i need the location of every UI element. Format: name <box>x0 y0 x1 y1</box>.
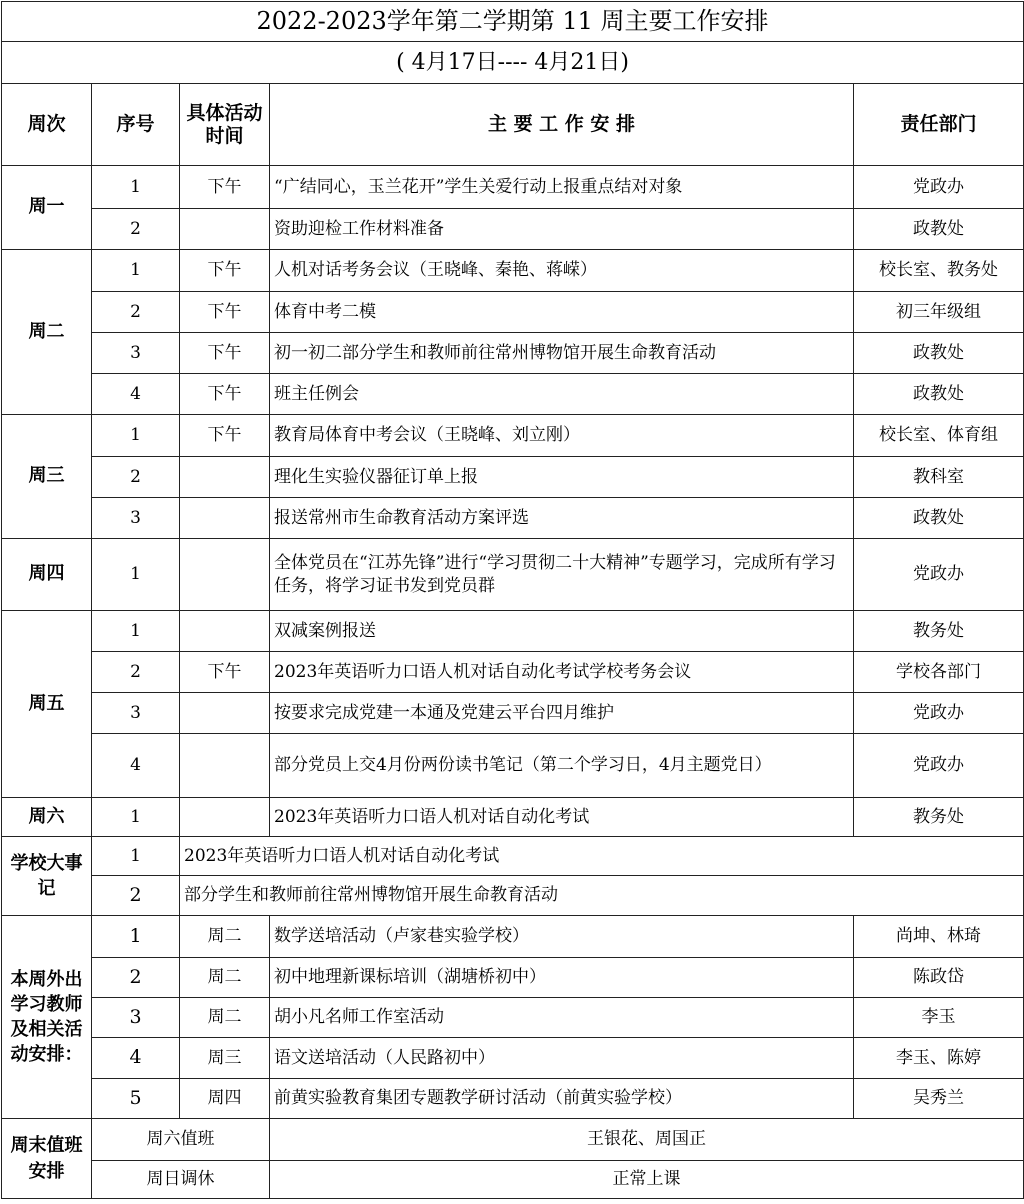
header-content: 主 要 工 作 安 排 <box>270 84 854 166</box>
table-row <box>2 1119 1024 1161</box>
table-row <box>2 250 1024 292</box>
header-seq: 序号 <box>92 84 180 166</box>
dept-cell: 李玉、陈婷 <box>854 1038 1024 1079</box>
content-cell: 胡小凡名师工作室活动 <box>270 998 854 1038</box>
table-row <box>2 1161 1024 1199</box>
time-cell: 周二 <box>180 916 270 958</box>
time-cell: 周三 <box>180 1038 270 1079</box>
seq-cell: 1 <box>92 611 180 652</box>
dept-cell: 党政办 <box>854 539 1024 611</box>
time-cell: 周四 <box>180 1079 270 1119</box>
dept-cell: 吴秀兰 <box>854 1079 1024 1119</box>
time-cell: 下午 <box>180 250 270 292</box>
time-cell: 下午 <box>180 374 270 415</box>
duty-value-cell: 正常上课 <box>270 1161 1024 1199</box>
table-row <box>2 798 1024 837</box>
content-cell: 部分党员上交4月份两份读书笔记（第二个学习日，4月主题党日） <box>270 734 854 798</box>
duty-label: 周末值班安排 <box>2 1119 92 1199</box>
header-dept: 责任部门 <box>854 84 1024 166</box>
dept-cell: 党政办 <box>854 734 1024 798</box>
seq-cell: 2 <box>92 209 180 250</box>
dept-cell: 李玉 <box>854 998 1024 1038</box>
seq-cell: 3 <box>92 693 180 734</box>
content-cell: 报送常州市生命教育活动方案评选 <box>270 498 854 539</box>
seq-cell: 2 <box>92 292 180 333</box>
seq-cell: 1 <box>92 916 180 958</box>
table-row <box>2 876 1024 916</box>
header-week: 周次 <box>2 84 92 166</box>
content-cell: 数学送培活动（卢家巷实验学校） <box>270 916 854 958</box>
seq-cell: 1 <box>92 415 180 457</box>
time-cell <box>180 734 270 798</box>
time-cell <box>180 498 270 539</box>
table-row <box>2 333 1024 374</box>
page-title: 2022-2023学年第二学期第 11 周主要工作安排 <box>2 2 1024 42</box>
time-cell <box>180 539 270 611</box>
duty-name-cell: 周六值班 <box>92 1119 270 1161</box>
dept-cell: 学校各部门 <box>854 652 1024 693</box>
day-label-wed: 周三 <box>2 415 92 539</box>
dept-cell: 校长室、教务处 <box>854 250 1024 292</box>
content-cell: 体育中考二模 <box>270 292 854 333</box>
seq-cell: 2 <box>92 457 180 498</box>
dept-cell: 政教处 <box>854 209 1024 250</box>
day-label-fri: 周五 <box>2 611 92 798</box>
duty-value-cell: 王银花、周国正 <box>270 1119 1024 1161</box>
dept-cell: 党政办 <box>854 166 1024 209</box>
table-row <box>2 837 1024 876</box>
day-label-thu: 周四 <box>2 539 92 611</box>
dept-cell: 陈政岱 <box>854 958 1024 998</box>
time-cell: 下午 <box>180 292 270 333</box>
event-content-cell: 部分学生和教师前往常州博物馆开展生命教育活动 <box>180 876 1024 916</box>
time-cell <box>180 457 270 498</box>
dept-cell: 教科室 <box>854 457 1024 498</box>
time-cell: 下午 <box>180 652 270 693</box>
table-row <box>2 734 1024 798</box>
seq-cell: 2 <box>92 876 180 916</box>
time-cell <box>180 693 270 734</box>
seq-cell: 1 <box>92 166 180 209</box>
time-cell: 周二 <box>180 958 270 998</box>
table-row <box>2 958 1024 998</box>
content-cell: 教育局体育中考会议（王晓峰、刘立刚） <box>270 415 854 457</box>
content-cell: 理化生实验仪器征订单上报 <box>270 457 854 498</box>
time-cell <box>180 798 270 837</box>
outing-label: 本周外出学习教师及相关活动安排： <box>2 916 92 1119</box>
day-label-sat: 周六 <box>2 798 92 837</box>
time-cell: 下午 <box>180 333 270 374</box>
time-cell <box>180 611 270 652</box>
events-label: 学校大事记 <box>2 837 92 916</box>
dept-cell: 政教处 <box>854 374 1024 415</box>
content-cell: 语文送培活动（人民路初中） <box>270 1038 854 1079</box>
schedule-table <box>1 1 1024 1199</box>
time-cell: 下午 <box>180 415 270 457</box>
content-cell: 资助迎检工作材料准备 <box>270 209 854 250</box>
seq-cell: 3 <box>92 998 180 1038</box>
table-row <box>2 998 1024 1038</box>
table-row <box>2 1038 1024 1079</box>
table-row <box>2 693 1024 734</box>
table-row <box>2 209 1024 250</box>
seq-cell: 3 <box>92 498 180 539</box>
dept-cell: 教务处 <box>854 798 1024 837</box>
seq-cell: 1 <box>92 798 180 837</box>
event-content-cell: 2023年英语听力口语人机对话自动化考试 <box>180 837 1024 876</box>
seq-cell: 5 <box>92 1079 180 1119</box>
duty-name-cell: 周日调休 <box>92 1161 270 1199</box>
seq-cell: 1 <box>92 837 180 876</box>
seq-cell: 4 <box>92 374 180 415</box>
table-row <box>2 292 1024 333</box>
content-cell: 双减案例报送 <box>270 611 854 652</box>
time-cell <box>180 209 270 250</box>
dept-cell: 校长室、体育组 <box>854 415 1024 457</box>
table-row <box>2 611 1024 652</box>
seq-cell: 4 <box>92 734 180 798</box>
table-row <box>2 457 1024 498</box>
content-cell: 全体党员在“江苏先锋”进行“学习贯彻二十大精神”专题学习，完成所有学习任务，将学习证书发到党员群 <box>270 539 854 611</box>
seq-cell: 1 <box>92 250 180 292</box>
table-row <box>2 1079 1024 1119</box>
seq-cell: 3 <box>92 333 180 374</box>
content-cell: 班主任例会 <box>270 374 854 415</box>
table-row <box>2 166 1024 209</box>
time-cell: 下午 <box>180 166 270 209</box>
table-row <box>2 916 1024 958</box>
table-row <box>2 374 1024 415</box>
header-time: 具体活动时间 <box>180 84 270 166</box>
table-row <box>2 652 1024 693</box>
table-row <box>2 415 1024 457</box>
day-label-tue: 周二 <box>2 250 92 415</box>
dept-cell: 教务处 <box>854 611 1024 652</box>
dept-cell: 政教处 <box>854 333 1024 374</box>
seq-cell: 2 <box>92 958 180 998</box>
seq-cell: 1 <box>92 539 180 611</box>
time-cell: 周二 <box>180 998 270 1038</box>
dept-cell: 初三年级组 <box>854 292 1024 333</box>
seq-cell: 4 <box>92 1038 180 1079</box>
content-cell: 2023年英语听力口语人机对话自动化考试 <box>270 798 854 837</box>
dept-cell: 尚坤、林琦 <box>854 916 1024 958</box>
content-cell: 按要求完成党建一本通及党建云平台四月维护 <box>270 693 854 734</box>
day-label-mon: 周一 <box>2 166 92 250</box>
content-cell: 初中地理新课标培训（湖塘桥初中） <box>270 958 854 998</box>
content-cell: 人机对话考务会议（王晓峰、秦艳、蒋嵘） <box>270 250 854 292</box>
dept-cell: 党政办 <box>854 693 1024 734</box>
table-row <box>2 498 1024 539</box>
content-cell: 初一初二部分学生和教师前往常州博物馆开展生命教育活动 <box>270 333 854 374</box>
dept-cell: 政教处 <box>854 498 1024 539</box>
seq-cell: 2 <box>92 652 180 693</box>
content-cell: 2023年英语听力口语人机对话自动化考试学校考务会议 <box>270 652 854 693</box>
date-range: ( 4月17日---- 4月21日) <box>2 42 1024 84</box>
content-cell: 前黄实验教育集团专题教学研讨活动（前黄实验学校） <box>270 1079 854 1119</box>
table-row <box>2 539 1024 611</box>
content-cell: “广结同心，玉兰花开”学生关爱行动上报重点结对对象 <box>270 166 854 209</box>
